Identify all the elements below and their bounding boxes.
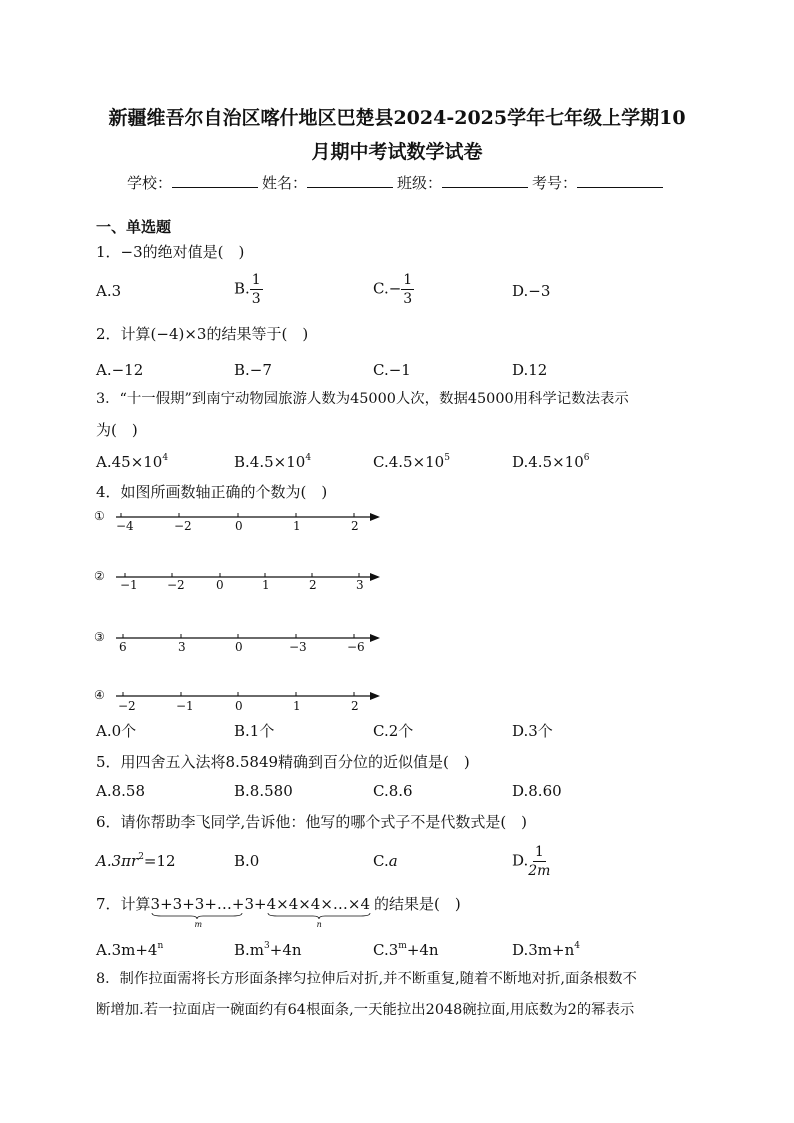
question-2-stem xyxy=(96,323,308,344)
name-blank[interactable] xyxy=(307,173,393,188)
exam-number-label: 考号： xyxy=(532,174,578,192)
line-1-tick-label: −4 xyxy=(116,519,134,533)
line-1-arrow xyxy=(370,513,380,521)
q7-option-c-exp: m xyxy=(398,941,407,951)
fraction-numerator: 1 xyxy=(403,272,413,288)
q5-option-c: C.8.6 xyxy=(373,782,413,800)
line-2-tick-label: 3 xyxy=(356,578,364,592)
line-2-tick-label: −1 xyxy=(120,578,138,592)
q3-option-c-base: C.4.5×10 xyxy=(373,453,445,471)
q7-sum-brace xyxy=(151,912,243,920)
student-info-row xyxy=(0,172,794,193)
q3-option-a-exp: 4 xyxy=(162,453,169,463)
line-1-tick-label: 2 xyxy=(351,519,359,533)
q6-option-a-exp: 2 xyxy=(138,852,144,862)
q3-option-d-base: D.4.5×10 xyxy=(512,453,584,471)
q6-option-c-var: a xyxy=(388,852,398,870)
fraction-denominator: 3 xyxy=(251,291,261,307)
school-label: 学校： xyxy=(126,174,172,192)
q6-option-b: B.0 xyxy=(234,852,260,870)
q7-option-a-text: A.3m+4 xyxy=(96,941,158,959)
section-heading: 一、单选题 xyxy=(96,218,172,236)
q7-option-d-text: D.3m+n xyxy=(512,941,575,959)
q3-option-a xyxy=(96,453,168,471)
q7-option-d-exp: 4 xyxy=(574,941,580,951)
line-2-tick-label: −2 xyxy=(167,578,185,592)
q7-option-b xyxy=(234,941,302,959)
q7-product-subscript: n xyxy=(316,920,322,929)
line-4-tick-label: −1 xyxy=(176,699,194,713)
q7-sum-text: 3+3+3+…+3 xyxy=(150,895,254,913)
question-3-stem-line1: 3．“十一假期”到南宁动物园旅游人数为45000人次，数据45000用科学记数法表示 xyxy=(96,391,629,407)
question-7-stem xyxy=(96,893,461,929)
line-2-tick-label: 2 xyxy=(309,578,317,592)
line-1-mark: ① xyxy=(94,509,105,523)
q6-option-a-text: A.3πr xyxy=(96,852,139,870)
q6-option-d-fraction xyxy=(528,843,550,880)
question-3-stem-line2: 为( ) xyxy=(96,421,138,439)
line-4-mark: ④ xyxy=(94,688,105,702)
q6-option-a xyxy=(96,852,176,870)
q7-option-d xyxy=(512,941,580,959)
line-3-tick-label: −3 xyxy=(289,640,307,654)
line-1-tick-label: 0 xyxy=(235,519,243,533)
q6-option-d-label: D. xyxy=(512,851,529,870)
q7-plus-sign: + xyxy=(254,895,267,913)
line-4-tick-label: −2 xyxy=(118,699,136,713)
q1-option-b-fraction xyxy=(250,271,263,308)
q7-option-a-exp: n xyxy=(157,941,164,951)
line-4-arrow xyxy=(370,692,380,700)
q7-product-expression xyxy=(266,895,371,929)
q5-option-a: A.8.58 xyxy=(96,782,145,800)
line-2-mark: ② xyxy=(94,569,105,583)
line-4-tick-label: 1 xyxy=(293,699,301,713)
line-2-tick-label: 1 xyxy=(262,578,270,592)
q6-option-a-tail: =12 xyxy=(143,852,176,870)
q7-product-text: 4×4×4×…×4 xyxy=(266,895,371,913)
fraction-denominator: 2m xyxy=(528,863,551,879)
q4-option-d: D.3个 xyxy=(512,722,553,740)
q5-option-b: B.8.580 xyxy=(234,782,293,800)
q7-option-b-exp: 3 xyxy=(264,941,270,951)
q7-product-brace xyxy=(267,912,371,920)
q1-option-a: A.3 xyxy=(96,282,122,300)
q3-option-a-base: A.45×10 xyxy=(96,453,163,471)
q3-option-c xyxy=(373,453,450,471)
question-1-stem: 1．−3的绝对值是( ) xyxy=(96,243,245,261)
number-lines-figure xyxy=(90,505,390,715)
line-4-tick-label: 0 xyxy=(235,699,243,713)
q6-option-c xyxy=(373,852,398,870)
q2-expression: (−4)×3 xyxy=(150,325,207,343)
line-3-tick-label: 3 xyxy=(178,640,186,654)
q1-option-c-fraction xyxy=(401,271,414,308)
school-blank[interactable] xyxy=(172,173,258,188)
q7-option-a xyxy=(96,941,163,959)
q6-option-c-label: C. xyxy=(373,852,389,870)
q3-option-b-exp: 4 xyxy=(305,453,312,463)
page-title-line2: 月期中考试数学试卷 xyxy=(311,141,483,163)
q1-option-c xyxy=(373,271,414,308)
fraction-denominator: 3 xyxy=(403,291,413,307)
question-6-stem: 6．请你帮助李飞同学,告诉他：他写的哪个式子不是代数式是( ) xyxy=(96,813,528,831)
q7-stem-suffix: 的结果是( ) xyxy=(374,895,461,913)
question-5-stem: 5．用四舍五入法将8.5849精确到百分位的近似值是( ) xyxy=(96,753,470,771)
q4-option-b: B.1个 xyxy=(234,722,275,740)
line-1-tick-label: −2 xyxy=(174,519,192,533)
class-blank[interactable] xyxy=(442,173,528,188)
q7-option-c xyxy=(373,941,439,959)
question-8-stem-line2: 断增加.若一拉面店一碗面约有64根面条,一天能拉出2048碗拉面,用底数为2的幂表示 xyxy=(96,1002,635,1018)
line-3-tick-label: 0 xyxy=(235,640,243,654)
q3-option-c-exp: 5 xyxy=(444,453,450,463)
line-3-tick-label: 6 xyxy=(119,640,127,654)
q4-option-c: C.2个 xyxy=(373,722,414,740)
line-3-mark: ③ xyxy=(94,630,105,644)
q6-option-d xyxy=(512,843,550,880)
line-3-arrow xyxy=(370,634,380,642)
q7-option-c-tail: +4n xyxy=(406,941,439,959)
q2-stem-suffix: 的结果等于( ) xyxy=(206,325,309,343)
q2-option-a: A.−12 xyxy=(96,361,144,379)
q3-option-d xyxy=(512,453,590,471)
q7-option-c-text: C.3 xyxy=(373,941,399,959)
question-8-stem-line1: 8．制作拉面需将长方形面条摔匀拉伸后对折,并不断重复,随着不断地对折,面条根数不 xyxy=(96,971,637,987)
q3-option-b-base: B.4.5×10 xyxy=(234,453,306,471)
fraction-numerator: 1 xyxy=(251,272,261,288)
q2-option-b: B.−7 xyxy=(234,361,272,379)
q1-option-b xyxy=(234,271,263,308)
q7-sum-subscript: m xyxy=(194,920,203,929)
page-title-line1: 新疆维吾尔自治区喀什地区巴楚县2024-2025学年七年级上学期10 xyxy=(108,107,686,129)
question-4-stem: 4．如图所画数轴正确的个数为( ) xyxy=(96,483,328,501)
q1-option-b-label: B. xyxy=(234,279,250,298)
line-2-arrow xyxy=(370,573,380,581)
q7-sum-expression xyxy=(150,895,254,929)
q7-stem-prefix: 7．计算 xyxy=(96,895,151,913)
line-4-tick-label: 2 xyxy=(351,699,359,713)
name-label: 姓名： xyxy=(261,174,307,192)
line-3-tick-label: −6 xyxy=(347,640,365,654)
fraction-numerator: 1 xyxy=(534,844,544,860)
q3-option-b xyxy=(234,453,311,471)
q7-option-b-tail: +4n xyxy=(269,941,302,959)
line-1-tick-label: 1 xyxy=(293,519,301,533)
q1-option-c-label: C.− xyxy=(373,279,402,298)
line-2-tick-label: 0 xyxy=(216,578,224,592)
q3-option-d-exp: 6 xyxy=(583,453,590,463)
exam-number-blank[interactable] xyxy=(577,173,663,188)
q1-option-d: D.−3 xyxy=(512,282,551,300)
q2-stem-prefix: 2．计算 xyxy=(96,325,151,343)
q2-option-d: D.12 xyxy=(512,361,548,379)
class-label: 班级： xyxy=(397,174,443,192)
q7-option-b-text: B.m xyxy=(234,941,265,959)
q5-option-d: D.8.60 xyxy=(512,782,562,800)
q2-option-c: C.−1 xyxy=(373,361,411,379)
q4-option-a: A.0个 xyxy=(96,722,137,740)
